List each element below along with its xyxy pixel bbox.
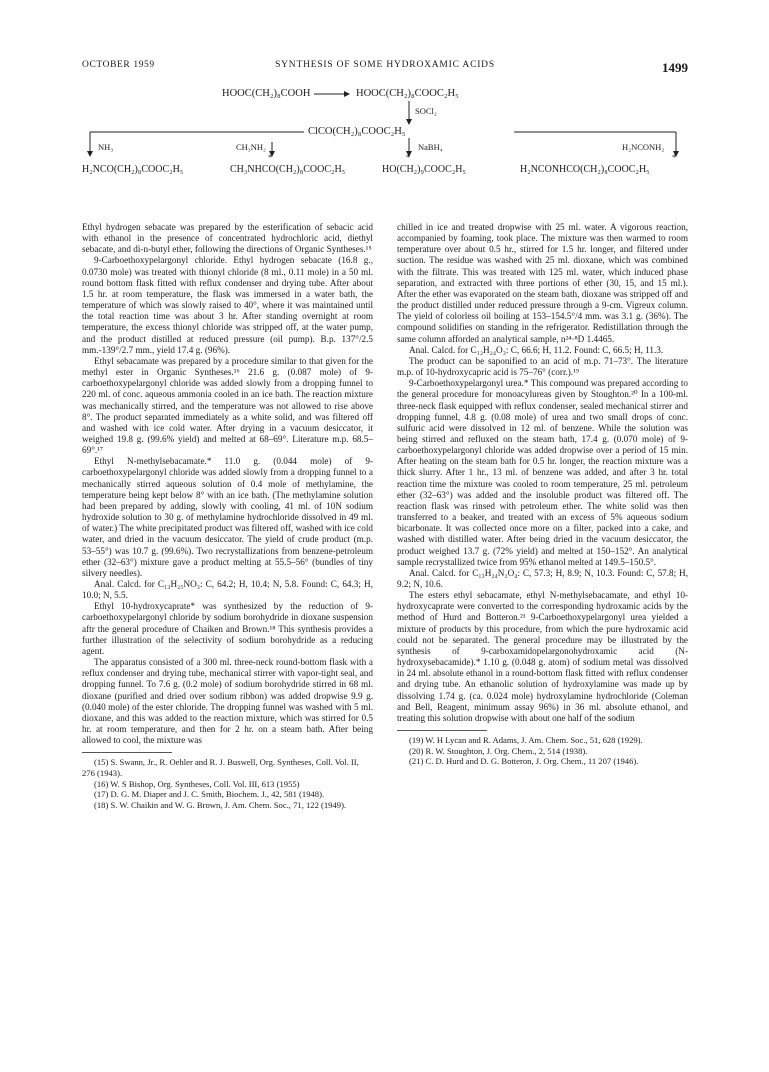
reagent-nh3: NH₃ <box>98 142 114 152</box>
star-mark: * <box>406 152 411 162</box>
paragraph: The apparatus consisted of a 300 ml. three-neck round-bottom flask with a reflux condenser and drying tube, mechanical stirrer with vapor-tight seal, and dropping funnel. To 7.6 g. (0.2 mole) of sodium borohydride stirred in 68 ml. dioxane (purified and dried over sodium ribbon) was added dropwise 9.9 g. (0.040 mole) of the ester chloride. The dropping funnel was washed with 5 ml. dioxane, and this was added to the reaction mixture, which was stirred for 0.5 hr. at room temperature, and then for 2 hr. on a steam bath. After being allowed to cool, the mixture was <box>82 657 373 746</box>
right-column <box>397 222 688 767</box>
paragraph: chilled in ice and treated dropwise with 25 ml. water. A vigorous reaction, accompanied by foaming, took place. The mixture was then warmed to room temperature over about 0.5 hr., stirred for 1.5 hr. longer, and filtered under suction. The residue was washed with 25 ml. dioxane, which was combined with the filtrate. This was treated with 125 ml. water, which induced phase separation, and extracted with three portions of ether (30, 15, and 15 ml.). After the ether was evaporated on the steam bath, dioxane was stripped off and the product distilled under reduced pressure through a 9-cm. Vigreux column. The yield of colorless oil boiling at 153–154.5°/4 mm. was 3.1 g. (36%). The compound solidifies on standing in the refrigerator. Redistillation through the same column afforded an analytical sample, n²⁴·⁸D 1.4465. <box>397 222 688 344</box>
reaction-scheme <box>82 86 688 196</box>
footnote-divider <box>82 752 172 753</box>
footnote: (16) W. S Bishop, Org. Syntheses, Coll. Vol. III, 613 (1955) <box>94 778 300 789</box>
footnote-divider <box>397 730 487 731</box>
paragraph: Anal. Calcd. for C₁₃H₂₅NO₃: C, 64.2; H, 10.4; N, 5.8. Found: C, 64.3; H, 10.0; N, 5.5. <box>82 579 373 601</box>
paragraph: 9-Carboethoxypelargonyl urea.* This compound was prepared according to the general procedure for monoacylureas given by Stoughton.²⁰ In a 100-ml. three-neck flask equipped with reflux condenser, sealed mechanical stirrer and dropping funnel, 4.8 g. (0.08 mole) of urea and two small drops of conc. sulfuric acid were dissolved in 12 ml. of benzene. While the solution was being stirred and refluxed on the steam bath, 17.4 g. (0.070 mole) of 9-carboethoxypelargonyl chloride was added dropwise over a period of 15 min. After heating on the steam bath for 0.5 hr. longer, the reaction mixture was a thick slurry. After 1 hr., 13 ml. of benzene was added, and after 3 hr. total reaction time the mixture was cooled to room temperature, 25 ml. petroleum ether (32–63°) was added and the insoluble product was filtered off. The reaction flask was rinsed with petroleum ether. The white solid was then transferred to a beaker, and treated with an excess of 5% aqueous sodium bicarbonate. It was collected once more on a filter, packed into a cake, and washed with distilled water. After being dried in the vacuum desiccator, the product weighed 13.7 g. (72% yield) and melted at 150–152°. An analytical sample recrystallized twice from 95% ethanol melted at 149.5–150.5°. <box>397 378 688 567</box>
product-methylsebacamate: CH₃NHCO(CH₂)₈COOC₂H₅ <box>230 164 346 175</box>
footnote: (21) C. D. Hurd and D. G. Botteron, J. Org. Chem., 11 207 (1946). <box>409 756 639 767</box>
footnote: (17) D. G. M. Diaper and J. C. Smith, Biochem. J., 42, 581 (1948). <box>94 789 325 800</box>
header-title: SYNTHESIS OF SOME HYDROXAMIC ACIDS <box>275 60 495 70</box>
reagent-methylamine: CH₃NH₂ <box>236 142 267 152</box>
scheme-arrows <box>82 86 688 196</box>
product-ethyl-sebacamate: H₂NCO(CH₂)₈COOC₂H₅ <box>82 164 184 175</box>
right-footnotes <box>397 735 688 767</box>
paragraph: Ethyl 10-hydroxycaprate* was synthesized by the reduction of 9-carboethoxypelargonyl chloride by sodium borohydride in dioxane suspension aftr the general procedure of Chaiken and Brown.¹⁸ This synthesis provides a further illustration of the selectivity of sodium borohydride as a reducing agent. <box>82 601 373 656</box>
reagent-socl2: SOCl₂ <box>415 106 437 116</box>
paragraph: Ethyl N-methylsebacamate.* 11.0 g. (0.044 mole) of 9-carboethoxypelargonyl chloride was added slowly from a dropping funnel to a mechanically stirred aqueous solution of 0.4 mole of methylamine, the temperature being kept below 8° with an ice bath. (The methylamine solution had been prepared by adding, slowly with cooling, 41 ml. of 10N sodium hydroxide solution to 30 g. of methylamine hydrochloride dissolved in 49 ml. of water.) The white precipitated product was filtered off, washed with ice cold water, and dried in the vacuum desiccator. The yield of crude product (m.p. 53–55°) was 10.7 g. (99.6%). Two recrystallizations from benzene-petroleum ether (32–63°) mixture gave a product melting at 55.5–56° (bundles of tiny silvery needles). <box>82 456 373 578</box>
paragraph: Ethyl sebacamate was prepared by a procedure similar to that given for the methyl ester in Organic Syntheses.¹⁶ 21.6 g. (0.087 mole) of 9-carboethoxypelargonyl chloride was added slowly from a dropping funnel to 220 ml. of conc. aqueous ammonia cooled in an ice bath. The reaction mixture was mechanically stirred, and the temperature was not allowed to rise above 8°. The product separated immediately as a white solid, and was filtered off and washed with ice cold water. After drying in a vacuum desiccator, it weighed 19.8 g. (99.6% yield) and melted at 68–69°. Literature m.p. 68.5–69°.¹⁷ <box>82 355 373 456</box>
reagent-nabh4: NaBH₄ <box>418 142 443 152</box>
left-footnotes <box>82 757 373 810</box>
left-column <box>82 222 373 810</box>
reagent-urea: H₂NCONH₂ <box>622 142 665 152</box>
star-mark: * <box>268 152 273 162</box>
page-number: 1499 <box>662 60 688 75</box>
paragraph: Ethyl hydrogen sebacate was prepared by the esterification of sebacic acid with ethanol in the presence of concentrated hydrochloric acid, diethyl sebacate, and di-n-butyl ether, following the directions of Organic Syntheses.¹⁵ <box>82 222 373 255</box>
paragraph: Anal. Calcd. for C₁₂H₂₄O₃: C, 66.6; H, 11.2. Found: C, 66.5; H, 11.3. <box>409 344 664 355</box>
footnote: (20) R. W. Stoughton, J. Org. Chem., 2, 514 (1938). <box>409 745 588 756</box>
paragraph: 9-Carboethoxypelargonyl chloride. Ethyl hydrogen sebacate (16.8 g., 0.0730 mole) was treated with thionyl chloride (8 ml., 0.11 mole) in a 50 ml. round bottom flask fitted with reflux condenser and drying tube. After about 1.5 hr. at room temperature, the flask was immersed in a water bath, the temperature of which was slowly raised to 40°, where it was maintained until the total reaction time was about 3 hr. After standing overnight at room temperature, the excess thionyl chloride was stripped off, at the water pump, and the product distilled at reduced pressure (oil pump). B.p. 137°/2.5 mm.-139°/2.7 mm., yield 17.4 g. (96%). <box>82 255 373 355</box>
paragraph: Anal. Calcd. for C₁₃H₂₄N₂O₄: C, 57.3; H, 8.9; N, 10.3. Found: C, 57.8; H, 9.2; N, 10.6. <box>397 567 688 589</box>
product-urea-ester: H₂NCONHCO(CH₂)₈COOC₂H₅ <box>520 164 650 175</box>
sebacic-acid: HOOC(CH₂)₈COOH <box>222 88 311 99</box>
footnote: (18) S. W. Chaikin and W. G. Brown, J. Am. Chem. Soc., 71, 122 (1949). <box>94 799 347 810</box>
paragraph: The esters ethyl sebacamate, ethyl N-methylsebacamate, and ethyl 10-hydroxycaprate were converted to the corresponding hydroxamic acids by the method of Hurd and Botteron.²¹ 9-Carboethoxypelargonyl urea yielded a mixture of products by this procedure, from which the pure hydroxamic acid could not be separated. The general procedure may be illustrated by the synthesis of 9-carboxamidopelargonohydroxamic acid (N-hydroxysebacamide).* 1.10 g. (0.048 g. atom) of sodium metal was dissolved in 24 ml. absolute ethanol in a round-bottom flask fitted with reflux condenser and drying tube. An ethanolic solution of hydroxylamine was made up by dissolving 1.74 g. (ca. 0.024 mole) hydroxylamine hydrochloride (Coleman and Bell, Reagent, minimum assay 96%) in 36 ml. absolute ethanol, and treating this solution dropwise with about one half of the sodium <box>397 590 688 723</box>
ethyl-hydrogen-sebacate: HOOC(CH₂)₈COOC₂H₅ <box>356 88 459 99</box>
header-date: OCTOBER 1959 <box>82 60 155 70</box>
footnote: (15) S. Swann, Jr., R. Oehler and R. J. Buswell, Org. Syntheses, Coll. Vol. II, 276 (1943). <box>82 757 359 778</box>
star-mark: * <box>672 152 677 162</box>
paragraph: The product can be saponified to an acid of m.p. 71–73°. The literature m.p. of 10-hydroxycapric acid is 75–76° (corr.).¹⁹ <box>397 355 688 378</box>
running-header <box>82 60 688 76</box>
acid-chloride: ClCO(CH₂)₈COOC₂H₅ <box>308 126 406 137</box>
product-hydroxycaprate: HO(CH₂)₉COOC₂H₅ <box>382 164 466 175</box>
footnote: (19) W. H Lycan and R. Adams, J. Am. Chem. Soc., 51, 628 (1929). <box>409 735 643 746</box>
